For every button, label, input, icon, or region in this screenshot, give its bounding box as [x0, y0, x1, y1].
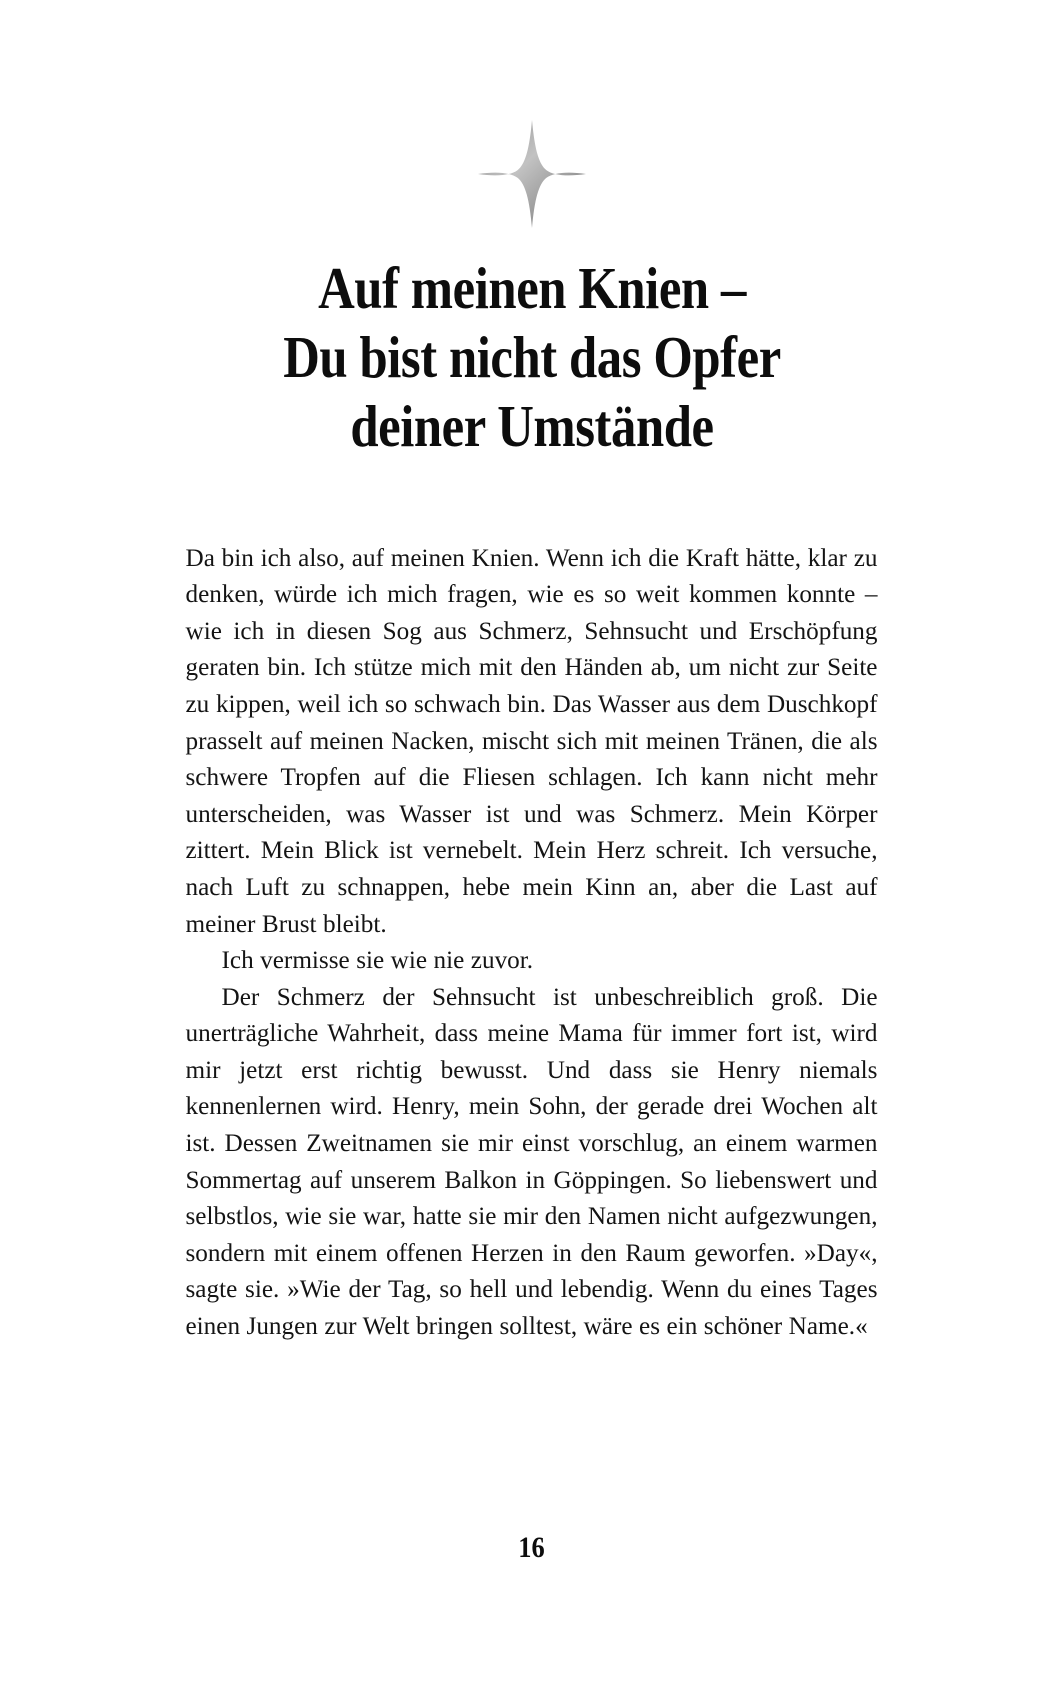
chapter-title [222, 254, 841, 461]
four-pointed-star-sparkle-icon [476, 118, 588, 230]
body-paragraph-2: Ich vermisse sie wie nie zuvor. [221, 947, 534, 975]
page-number: 16 [518, 1531, 545, 1564]
body-paragraph-1: Da bin ich also, auf meinen Knien. Wenn ich die Kraft hätte, klar zu denken, würde ich mich fragen, wie es so weit kommen konnte – wie ich in diesen Sog aus Schmerz, Sehnsucht und Erschöpfung geraten bin. Ich stütze mich mit den Händen ab, um nicht zur Seite zu kippen, weil ich so schwach bin. Das Wasser aus dem Duschkopf prasselt auf meinen Nacken, mischt sich mit meinen Tränen, die als schwere Tropfen auf die Fliesen schlagen. Ich kann nicht mehr unterscheiden, was Wasser ist und was Schmerz. Mein Körper zittert. Mein Blick ist vernebelt. Mein Herz schreit. Ich versuche, nach Luft zu schnappen, hebe mein Kinn an, aber die Last auf meiner Brust bleibt. [185, 544, 878, 938]
body-text-column [186, 541, 878, 1346]
chapter-title-line-3: deiner Umstände [349, 393, 714, 460]
body-paragraph-3: Der Schmerz der Sehnsucht ist unbeschreiblich groß. Die unerträgliche Wahrheit, dass meine Mama für immer fort ist, wird mir jetzt erst richtig bewusst. Und dass sie Henry niemals kennenlernen wird. Henry, mein Sohn, der gerade drei Wochen alt ist. Dessen Zweitnamen sie mir einst vorschlug, an einem warmen Sommertag auf unserem Balkon in Göppingen. So liebenswert und selbstlos, wie sie war, hatte sie mir den Namen nicht aufgezwungen, sondern mit einem offenen Herzen in den Raum geworfen. »Day«, sagte sie. »Wie der Tag, so hell und lebendig. Wenn du eines Tages einen Jungen zur Welt bringen solltest, wäre es ein schöner Name.« [185, 983, 878, 1341]
chapter-title-line-1: Auf meinen Knien – [317, 255, 746, 321]
chapter-title-line-2: Du bist nicht das Opfer [282, 324, 781, 391]
chapter-ornament [472, 118, 592, 230]
